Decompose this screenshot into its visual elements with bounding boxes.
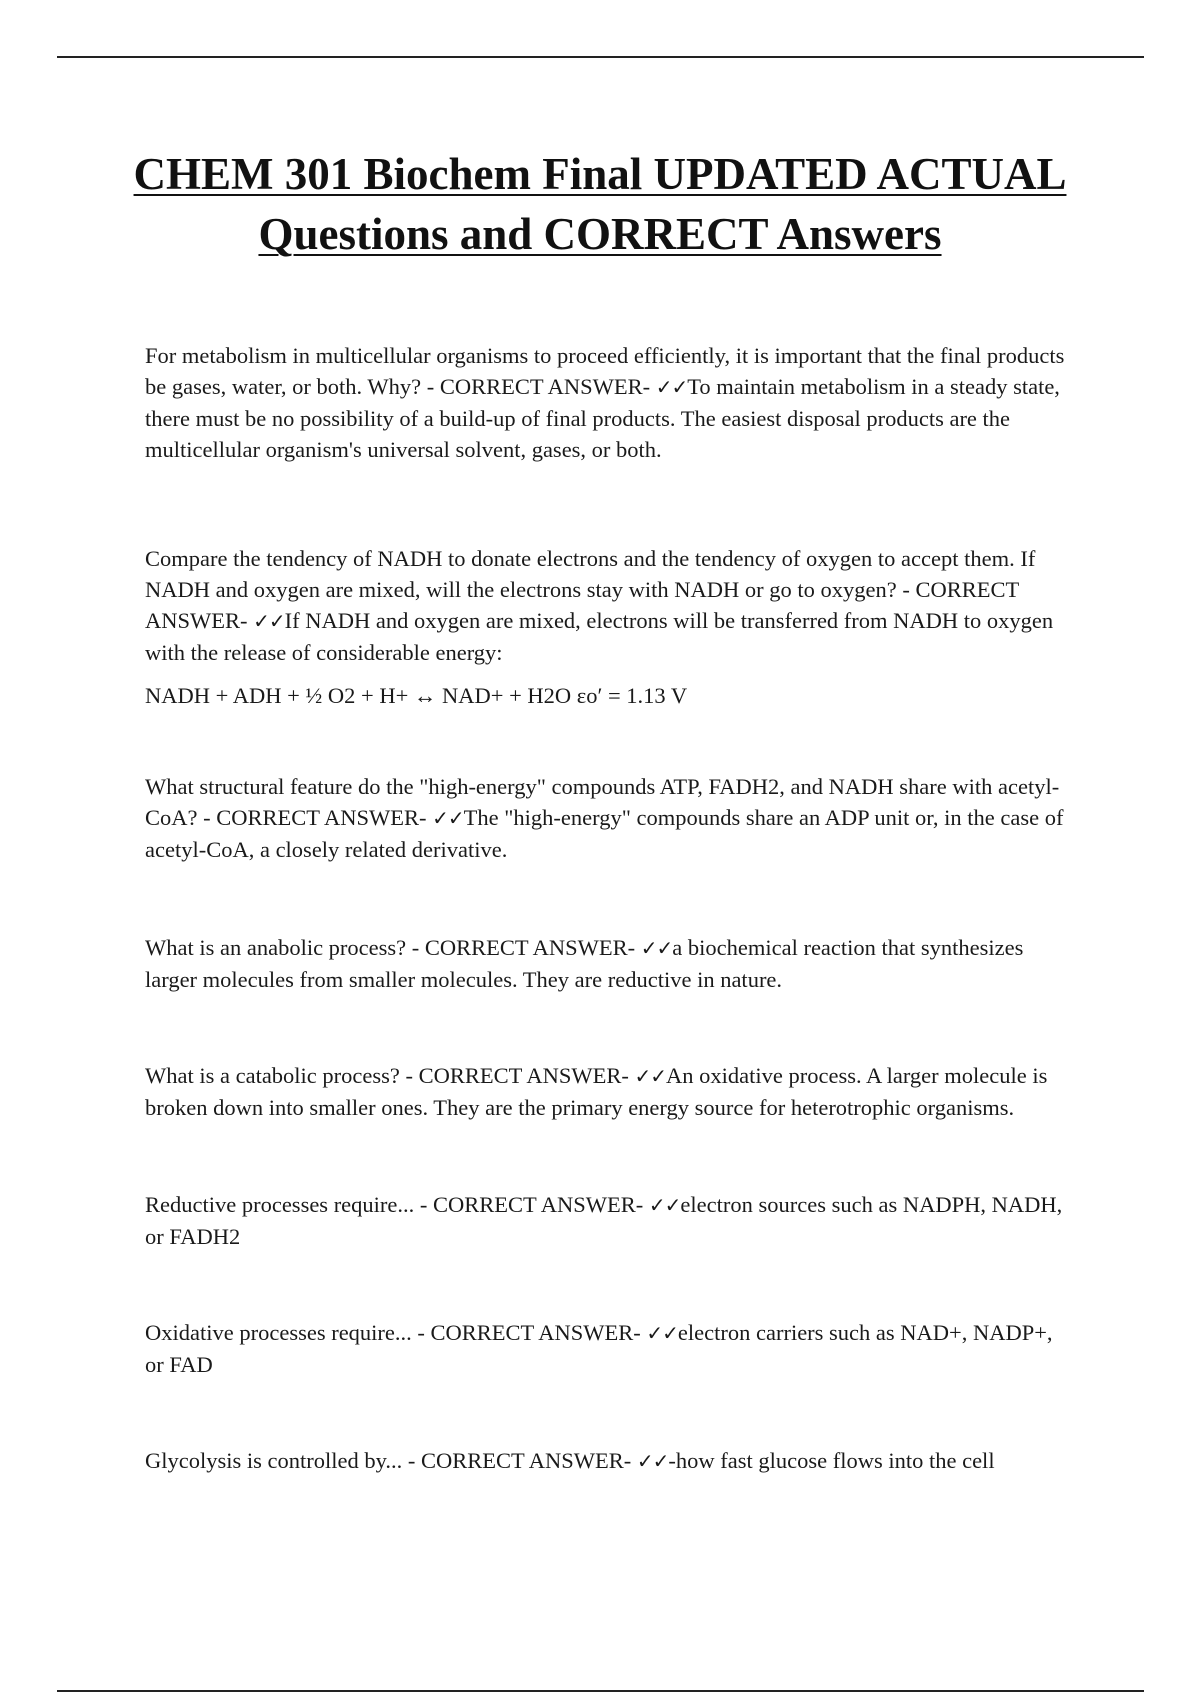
answer-text: An oxidative process. A larger molecule is broken down into smaller ones. They are the primary energy source for heterotrophic organisms. (145, 1063, 1048, 1120)
qa-list (145, 340, 1065, 1477)
question-text: What structural feature do the "high-energy" compounds ATP, FADH2, and NADH share with acetyl-CoA? - CORRECT ANSWER- (145, 774, 1060, 830)
question-text: For metabolism in multicellular organisms to proceed efficiently, it is important that the final products be gases, water, or both. Why? - CORRECT ANSWER- (145, 343, 1065, 399)
double-check-icon: ✓✓ (432, 806, 464, 830)
qa-entry-8 (145, 1445, 1065, 1477)
qa-entry-4 (145, 932, 1065, 995)
answer-text: If NADH and oxygen are mixed, electrons will be transferred from NADH to oxygen with the release of considerable energy: (145, 608, 1054, 665)
question-text: Oxidative processes require... - CORRECT ANSWER- (145, 1320, 647, 1345)
qa-entry-1 (145, 340, 1065, 465)
question-text: Glycolysis is controlled by... - CORRECT ANSWER- (145, 1448, 637, 1473)
double-check-icon: ✓✓ (636, 1449, 669, 1473)
answer-text: electron sources such as NADPH, NADH, or FADH2 (145, 1192, 1063, 1249)
top-rule (57, 56, 1144, 58)
double-check-icon: ✓✓ (648, 1193, 681, 1217)
question-text: Compare the tendency of NADH to donate electrons and the tendency of oxygen to accept them. If NADH and oxygen are mixed, will the electrons stay with NADH or go to oxygen? - CORRECT ANSWER- (145, 546, 1036, 633)
qa-entry-2 (145, 543, 1065, 668)
qa-entry-5 (145, 1060, 1065, 1123)
answer-text: -how fast glucose flows into the cell (668, 1448, 995, 1473)
document-title (100, 144, 1100, 264)
bottom-rule (57, 1690, 1144, 1692)
question-text: Reductive processes require... - CORRECT ANSWER- (145, 1192, 649, 1217)
double-check-icon: ✓✓ (646, 1321, 678, 1345)
answer-text: a biochemical reaction that synthesizes larger molecules from smaller molecules. They are reductive in nature. (145, 935, 1024, 992)
answer-text: To maintain metabolism in a steady state, there must be no possibility of a build-up of final products. The easiest disposal products are the multicellular organism's universal solvent, gases, or both. (145, 374, 1060, 462)
double-check-icon: ✓✓ (640, 936, 673, 960)
equation-text: NADH + ADH + ½ O2 + H+ ↔ NAD+ + H2O εo′ = 1.13 V (145, 683, 688, 708)
question-text: What is an anabolic process? - CORRECT ANSWER- (145, 935, 641, 960)
answer-text: electron carriers such as NAD+, NADP+, or FAD (145, 1320, 1053, 1377)
document-title-text: CHEM 301 Biochem Final UPDATED ACTUAL Questions and CORRECT Answers (133, 149, 1067, 259)
answer-text: The "high-energy" compounds share an ADP unit or, in the case of acetyl-CoA, a closely related derivative. (145, 805, 1064, 862)
double-check-icon: ✓✓ (655, 375, 688, 399)
question-text: What is a catabolic process? - CORRECT ANSWER- (145, 1063, 635, 1088)
qa-entry-7 (145, 1317, 1065, 1380)
qa-entry-6 (145, 1189, 1065, 1252)
double-check-icon: ✓✓ (634, 1064, 667, 1088)
double-check-icon: ✓✓ (253, 609, 285, 633)
qa-entry-3 (145, 771, 1065, 865)
